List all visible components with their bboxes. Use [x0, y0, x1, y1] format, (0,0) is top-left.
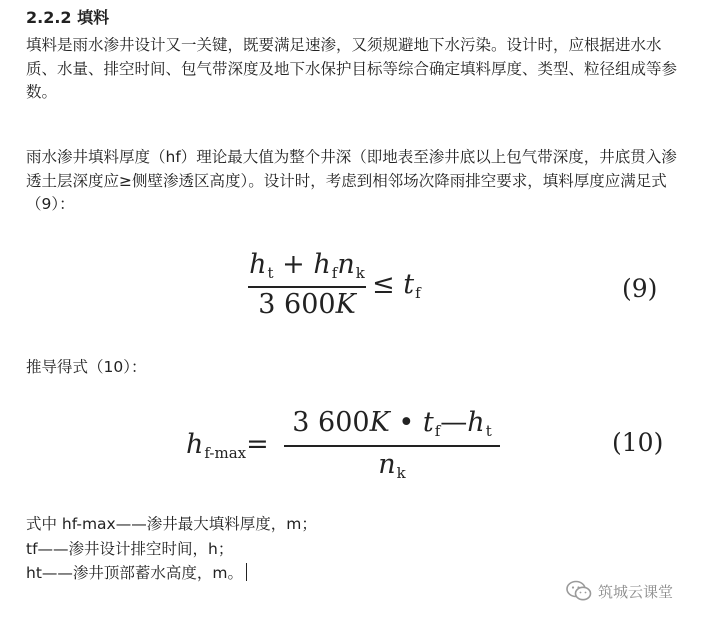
formula-9 — [246, 248, 446, 328]
definition-hfmax: 式中 hf-max——渗井最大填料厚度，m； — [26, 515, 317, 533]
watermark-text: 筑城云课堂 — [598, 582, 674, 601]
wechat-icon — [566, 580, 592, 602]
section-heading: 2.2.2 填料 — [26, 8, 110, 27]
formula-10-number: (10) — [612, 428, 664, 457]
formula-10-fraction-bar — [284, 445, 500, 447]
paragraph-derivation: 推导得式（10）： — [26, 358, 147, 376]
formula-10 — [186, 406, 516, 486]
formula-9-denominator: 3 600K — [258, 289, 356, 320]
definitions-list — [26, 512, 686, 586]
formula-10-lhs: $h_{f-max}=$ — [186, 429, 269, 462]
definition-ht: ht——渗井顶部蓄水高度，m。 — [26, 561, 686, 586]
paragraph-filler-thickness: 雨水渗井填料厚度（hf）理论最大值为整个井深（即地表至渗井底以上包气带深度，井底贯入渗透土层深度应≥侧壁渗透区高度）。设计时，考虑到相邻场次降雨排空要求，填料厚度应满足式（9）： — [26, 148, 677, 213]
formula-9-numerator: $h_t + h_fn_k$ — [249, 249, 365, 282]
text-cursor — [246, 563, 247, 581]
paragraph-filler-intro: 填料是雨水渗井设计又一关键，既要满足速渗，又须规避地下水污染。设计时，应根据进水水质、水量、排空时间、包气带深度及地下水保护目标等综合确定填料厚度、类型、粒径组成等参数。 — [26, 36, 678, 101]
watermark — [566, 580, 673, 602]
formula-10-numerator: 3 600K • $t_f—h_t$ — [292, 407, 492, 440]
formula-10-denominator: $n_k$ — [378, 449, 406, 482]
formula-9-rhs: ≤ $t_f$ — [372, 269, 421, 302]
definition-tf: tf——渗井设计排空时间，h； — [26, 539, 234, 558]
formula-9-number: (9) — [622, 274, 658, 303]
